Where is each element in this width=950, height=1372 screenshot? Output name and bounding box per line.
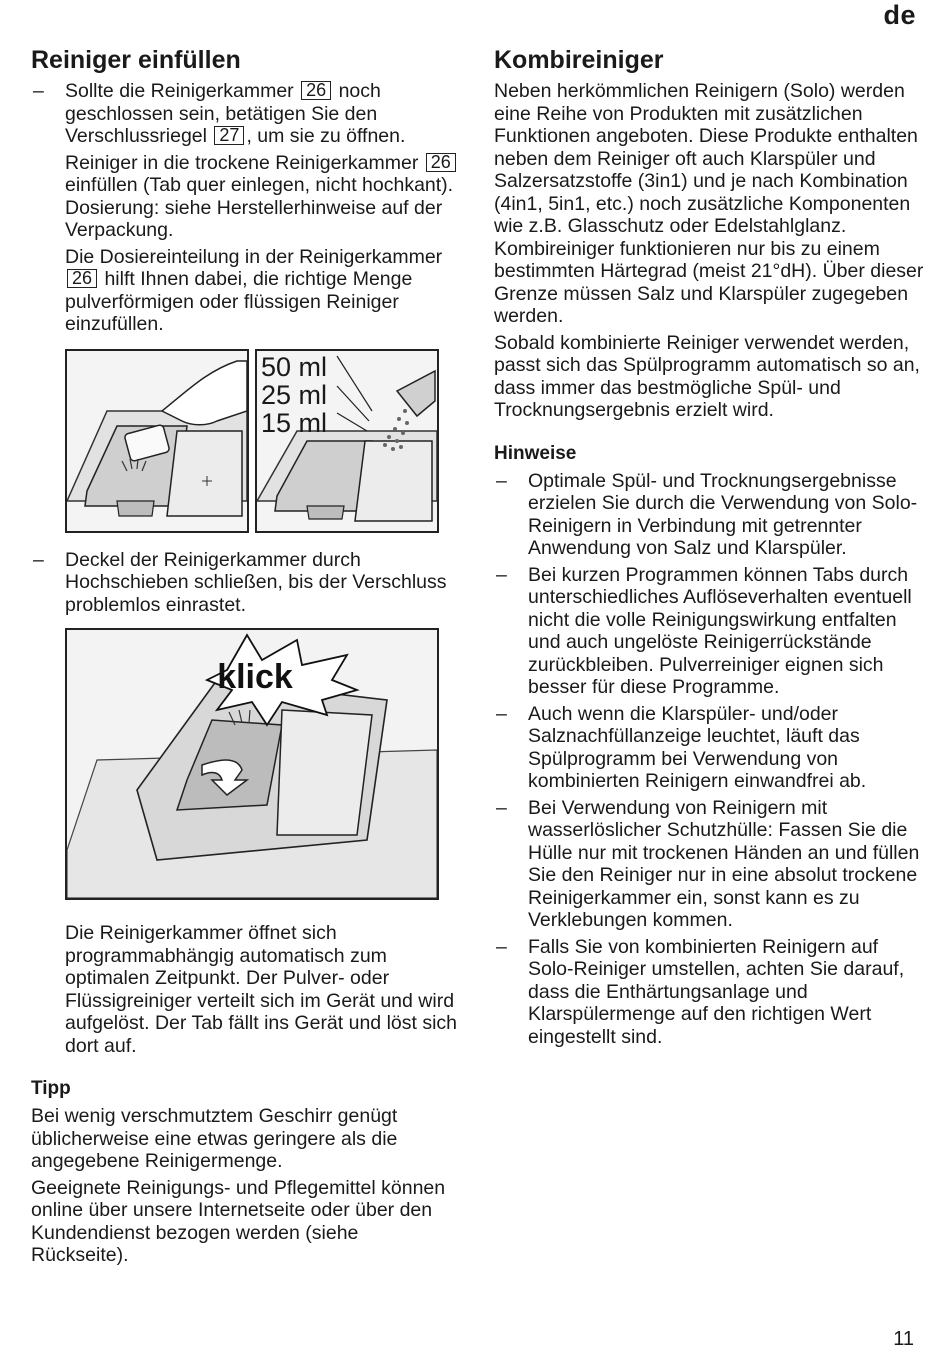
hinweis-item: – Optimale Spül- und Trocknungsergebnisse erzielen Sie durch die Verwendung von Solo-Reinigern in Verbindung mit getrennter Anwendung von Salz und Klarspüler.	[494, 470, 924, 560]
kombi-text-1: Neben herkömmlichen Reinigern (Solo) werden eine Reihe von Produkten mit zusätzlichen Funktionen angeboten. Diese Produkte enthalten neben dem Reiniger oft auch Klarspüler und Salzersatzstoffe (3in1) und je nach Kombination (4in1, 5in1, etc.) noch zusätzliche Komponenten wie z.B. Glasschutz oder Edelstahlglanz. Kombireiniger funktionieren nur bis zu einem bestimmten Härtegrad (meist 21°dH). Über dieser Grenze müssen Salz und Klarspüler zugegeben werden.	[494, 80, 924, 327]
section-title-reiniger-einfuellen: Reiniger einfüllen	[31, 46, 241, 74]
kombi-text-2: Sobald kombinierte Reiniger verwendet werden, passt sich das Spülprogramm automatisch so an, dass immer das bestmögliche Spül- und Trocknungsergebnis erzielt wird.	[494, 331, 920, 421]
page-number: 11	[893, 1328, 914, 1350]
section-title-kombireiniger: Kombireiniger	[494, 46, 664, 74]
left-column	[31, 44, 461, 1267]
dose-label-15: 15 ml	[261, 407, 328, 438]
klick-word: klick	[217, 658, 293, 696]
instruction-fill: Reiniger in die trockene Reinigerkammer 26 einfüllen (Tab quer einlegen, nicht hochkant).	[31, 152, 461, 197]
hinweise-title: Hinweise	[494, 442, 577, 464]
tipp-text-2: Geeignete Reinigungs- und Pflegemittel können online über unsere Internetseite oder über den Kundendienst bezogen werden (siehe Rückseite).	[31, 1176, 446, 1266]
dosage-scale-note: Die Dosiereinteilung in der Reinigerkammer 26 hilft Ihnen dabei, die richtige Menge pulverförmigen oder flüssigen Reiniger einzufüllen.	[65, 245, 443, 335]
figure-klick-close	[65, 628, 439, 900]
dosage-note: Dosierung: siehe Herstellerhinweise auf der Verpackung.	[65, 196, 443, 241]
instruction-open-chamber: – Sollte die Reinigerkammer 26 noch geschlossen sein, betätigen Sie den Verschlussriegel 27 , um sie zu öffnen.	[31, 80, 461, 148]
dose-label-50: 50 ml	[261, 351, 328, 382]
figure-tab-insert	[65, 349, 249, 533]
hinweis-item: – Auch wenn die Klarspüler- und/oder Salznachfüllanzeige leuchtet, läuft das Spülprogramm bei Verwendung von kombinierten Reinigern einwandfrei ab.	[494, 703, 924, 793]
hinweis-item: – Bei kurzen Programmen können Tabs durch unterschiedliches Auflöseverhalten eventuell nicht die volle Reinigungswirkung entfalten und auch ungelöste Reinigerrückstände zurückbleiben. Pulverreiniger eignen sich besser für diese Programme.	[494, 564, 924, 699]
dose-label-25: 25 ml	[261, 379, 328, 410]
figure-row-filling	[65, 349, 461, 533]
ref-27: 27	[214, 126, 244, 145]
hinweis-item: – Bei Verwendung von Reinigern mit wasserlöslicher Schutzhülle: Fassen Sie die Hülle nur mit trockenen Händen an und füllen Sie den Reiniger nur in eine absolut trockene Reinigerkammer ein, sonst kann es zu Verklebungen kommen.	[494, 797, 924, 932]
ref-26: 26	[301, 81, 331, 100]
ref-26: 26	[67, 269, 97, 288]
tipp-title: Tipp	[31, 1078, 71, 1099]
language-tag: de	[883, 0, 916, 30]
instruction-close-lid: – Deckel der Reinigerkammer durch Hochschieben schließen, bis der Verschluss problemlos einrastet.	[31, 549, 461, 617]
auto-open-note: Die Reinigerkammer öffnet sich programmabhängig automatisch zum optimalen Zeitpunkt. Der Pulver- oder Flüssigreiniger verteilt sich im Gerät und wird aufgelöst. Der Tab fällt ins Gerät und löst sich dort auf.	[65, 922, 458, 1057]
tipp-text-1: Bei wenig verschmutztem Geschirr genügt üblicherweise eine etwas geringere als die angegebene Reinigermenge.	[31, 1105, 398, 1172]
hinweis-item: – Falls Sie von kombinierten Reinigern auf Solo-Reiniger umstellen, achten Sie darauf, dass die Enthärtungsanlage und Klarspülermenge auf den richtigen Wert eingestellt sind.	[494, 936, 924, 1049]
right-column	[494, 44, 924, 1048]
figure-dosage-scale	[255, 349, 439, 533]
ref-26: 26	[426, 153, 456, 172]
